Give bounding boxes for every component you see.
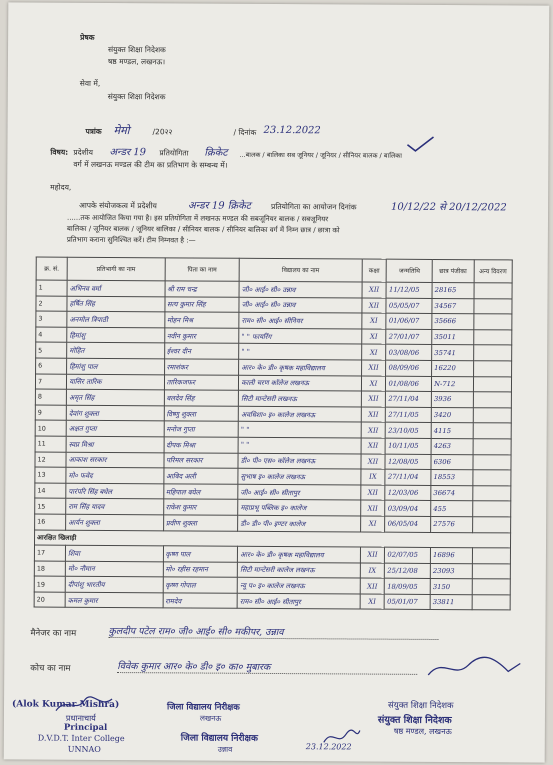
cell-name: दीपांशु भारतीय (65, 576, 163, 592)
cell-dob: 08/09/06 (386, 360, 432, 376)
cell-other (473, 298, 512, 314)
cell-other (472, 595, 511, 611)
subject-text-b: प्रतियोगिता (159, 148, 189, 158)
principal-hindi: प्रधानाचार्य (65, 713, 96, 723)
cell-other (472, 470, 511, 486)
college-name: D.V.D.T. Inter College (37, 733, 125, 744)
dio-stamp-1-city: लखनऊ (199, 713, 222, 723)
cell-class: XII (361, 391, 386, 407)
cell-father: मो० रहीस रहमान (163, 561, 238, 577)
header-school: विद्यालय का नाम (239, 258, 361, 282)
cell-register: 16896 (430, 548, 472, 564)
cell-dob: 05/01/07 (385, 594, 431, 610)
cell-other (473, 376, 512, 392)
cell-dob: 06/05/04 (385, 516, 431, 532)
cell-class: XII (362, 298, 387, 314)
manager-value: कुलदीप पटेल राम० जी० आई० सी० मकीपर, उन्नाव (108, 624, 438, 640)
cell-other (473, 423, 512, 439)
cell-sno: 16 (35, 514, 66, 530)
cell-father: मनोज गुप्ता (164, 421, 239, 437)
cell-class: XII (361, 360, 386, 376)
cell-name: देवांग शुक्ला (66, 405, 164, 421)
cell-other (473, 407, 512, 423)
cell-dob: 03/08/06 (386, 345, 432, 361)
cell-class: XII (360, 578, 385, 594)
letter-page (4, 2, 550, 762)
cell-name: यासिर तारिक (67, 374, 165, 390)
signature-scribble-3 (54, 693, 114, 717)
cell-register: 28165 (432, 282, 474, 298)
cell-register: 4115 (431, 423, 473, 439)
cell-dob: 01/06/07 (386, 313, 432, 329)
cell-other (472, 501, 511, 517)
cell-school: आर० के० डी० कृषक महाविद्यालय (238, 546, 360, 562)
coach-label: कोच का नाम (30, 663, 71, 674)
jde-stamp-3: षष्ठ मण्डल, लखनऊ (393, 726, 452, 737)
cell-dob: 27/11/04 (386, 391, 432, 407)
cell-sno: 14 (35, 483, 66, 499)
cell-school: " " (238, 422, 360, 438)
cell-register: 455 (431, 501, 473, 517)
cell-father: विष्णु शुक्ला (164, 406, 239, 422)
header-participant: प्रतिभागी का नाम (67, 257, 165, 281)
cell-dob: 03/09/04 (385, 500, 431, 516)
cell-school: महाप्रभू पब्लिक इ० कालेज (238, 500, 360, 516)
cell-father: कृष्ण गोपाल (163, 577, 238, 593)
cell-name: आर्यन शुक्ला (66, 514, 164, 530)
cell-class: XII (360, 485, 385, 501)
cell-father: नवीन कुमार (164, 328, 239, 344)
cell-dob: 25/12/08 (385, 563, 431, 579)
cell-other (473, 345, 512, 361)
cell-class: XII (360, 500, 385, 516)
cell-other (473, 454, 512, 470)
cell-school: डी० पी० एस० कॉलेज लखनऊ (238, 453, 360, 469)
jde-stamp-1: संयुक्त शिक्षा निदेशक (387, 700, 454, 712)
cell-sno: 8 (35, 389, 66, 405)
dio-stamp-2-city: उन्नाव (217, 744, 233, 754)
cell-dob: 10/11/05 (386, 438, 432, 454)
cell-register: 36674 (431, 485, 473, 501)
cell-class: XII (362, 282, 387, 298)
cell-dob: 12/03/06 (385, 485, 431, 501)
cell-register: 35011 (432, 329, 474, 345)
cell-register: 3936 (431, 392, 473, 408)
cell-school: आर० के० डी० कृषक महाविद्यालय (239, 359, 361, 375)
cell-class: XII (361, 407, 386, 423)
cell-other (473, 361, 512, 377)
cell-name: मो० नौमान (65, 561, 163, 577)
cell-sno: 15 (35, 498, 66, 514)
cell-school: डी० डी० पी० इण्टर कालेज (238, 515, 360, 531)
cell-name: स्वप्न मिश्रा (66, 436, 164, 452)
signature-scribble-2 (322, 726, 362, 748)
subject-label: विषय: (50, 147, 69, 157)
cell-sno: 20 (34, 592, 65, 608)
cell-school: जी० आई० सी० उन्नाव (239, 281, 361, 297)
header-class: कक्षा (362, 259, 387, 282)
cell-name: राम सिंह यादव (66, 499, 164, 515)
body-line3: बालिका / जूनियर बालक / जूनियर बालिका / सीनियर बालक / सीनियर बालिका वर्ग में निम्न छात्र / छात्रा को (66, 224, 340, 235)
cell-class: IX (360, 469, 385, 485)
recipient-label: सेवा में, (79, 78, 101, 88)
cell-father: मोहन मिश्र (164, 312, 239, 328)
cell-name: अक्षत गुप्ता (66, 421, 164, 437)
cell-sno: 11 (35, 436, 66, 452)
cell-register: 6306 (431, 454, 473, 470)
cell-other (472, 548, 511, 564)
cell-name: मोहित (67, 343, 165, 359)
cell-class: XII (361, 454, 386, 470)
signature-scribble-1 (424, 653, 524, 684)
cell-school: जी० आई० सी० उन्नाव (239, 297, 361, 313)
cell-name: कमल कुमार (65, 592, 163, 608)
cell-register: 4263 (431, 438, 473, 454)
header-sno: क्र. सं. (36, 257, 67, 280)
cell-father: ईश्वर दीन (164, 343, 239, 359)
cell-father: तारिकजफर (164, 374, 239, 390)
body-line4: प्रतिभाग कराना सुनिश्चित करें। टीम निम्नवत है :— (66, 235, 196, 245)
cell-father: आबिद अली (163, 468, 238, 484)
cell-class: IX (360, 563, 385, 579)
cell-sno: 13 (35, 467, 66, 483)
cell-father: दीपक मिश्रा (164, 437, 239, 453)
cell-dob: 27/11/05 (386, 407, 432, 423)
cell-register: 27576 (431, 516, 473, 532)
cell-dob: 11/12/05 (386, 282, 432, 298)
sender-line2: षष्ठ मण्डल, लखनऊ। (107, 56, 166, 67)
cell-register: N-712 (432, 376, 474, 392)
cell-class: XI (361, 344, 386, 360)
cell-dob: 12/08/05 (385, 454, 431, 470)
cell-dob: 18/09/05 (385, 578, 431, 594)
cell-father: बलदेव सिंह (164, 390, 239, 406)
cell-sno: 17 (34, 545, 65, 561)
principal-title: Principal (63, 722, 108, 733)
cell-register: 35666 (432, 314, 474, 330)
cell-class: XII (361, 422, 386, 438)
cell-sno: 12 (35, 452, 66, 468)
cell-name: अनमोल त्रिपाठी (67, 311, 165, 327)
cell-class: XII (360, 547, 385, 563)
subject-hw-category: अन्डर 19 (109, 146, 147, 159)
cell-name: पारंपरि सिंह बघेल (66, 483, 164, 499)
cell-school: अवधिशा० इ० कालेज लखनऊ (238, 406, 360, 422)
cell-school: " " (238, 437, 360, 453)
cell-dob: 02/07/05 (385, 547, 431, 563)
cell-class: XII (361, 438, 386, 454)
subject-text-a: प्रदेशीय (73, 147, 94, 157)
date-label: / दिनांक (233, 127, 257, 137)
header-dob: जन्मतिथि (387, 259, 433, 282)
cell-other (473, 439, 512, 455)
principal-name: (Alok Kumar Mishra) (11, 699, 120, 711)
cell-register: 16220 (432, 360, 474, 376)
cell-sno: 1 (36, 280, 67, 296)
dio-stamp-1: जिला विद्यालय निरीक्षक (166, 702, 240, 713)
header-father: पिता का नाम (165, 258, 240, 281)
cell-father: रामदेव (163, 593, 238, 609)
reserve-row (34, 592, 510, 611)
sender-label: प्रेषक (80, 32, 95, 42)
cell-sno: 3 (36, 311, 67, 327)
cell-school: न्यू प० इ० कालेज लखनऊ (237, 578, 359, 594)
cell-register: 23093 (430, 563, 472, 579)
cell-father: कृष्ण पाल (163, 546, 238, 562)
cell-class: XI (360, 594, 385, 610)
subject-line2: वर्ग में लखनऊ मण्डल की टीम का प्रतिभाग के सम्बन्ध में। (73, 159, 228, 170)
cell-sno: 10 (35, 420, 66, 436)
cell-name: आकाश सरकार (66, 452, 164, 468)
patrank-value: मेमो (113, 123, 130, 138)
cell-father: प्रवीण शुक्ला (163, 515, 238, 531)
cell-register: 35741 (432, 345, 474, 361)
cell-other (472, 517, 511, 533)
cell-school: राम० सी० आई० सीनियर (239, 312, 361, 328)
cell-dob: 27/01/07 (386, 329, 432, 345)
cell-register: 33811 (430, 594, 472, 610)
cell-register: 3150 (430, 579, 472, 595)
table-header-row (36, 257, 512, 283)
cell-sno: 4 (36, 327, 67, 343)
salutation: महोदय, (50, 182, 72, 192)
body-hw-dates: 10/12/22 से 20/12/2022 (391, 201, 507, 214)
header-other: अन्य विवरण (474, 260, 513, 283)
sender-line1: संयुक्त शिक्षा निदेशक (108, 44, 166, 55)
cell-name: अभिनव वर्मा (67, 280, 165, 296)
cell-other (472, 563, 511, 579)
body-text-1a: आपके संयोजकत्व में प्रदेशीय (79, 200, 157, 211)
subject-hw-sport: क्रिकेट (204, 147, 228, 159)
cell-father: परिमल सरकार (164, 452, 239, 468)
year-label: /20२२ (152, 127, 173, 137)
patrank-label: पत्रांक (85, 126, 102, 136)
cell-school: सिटी मान्टेसरी लखनऊ (239, 390, 361, 406)
cell-sno: 9 (35, 405, 66, 421)
cell-father: श्री राम चन्द्र (165, 281, 240, 297)
cell-name: हर्षित सिंह (67, 296, 165, 312)
manager-label: मैनेजर का नाम (30, 628, 77, 639)
recipient-line1: संयुक्त शिक्षा निदेशक (107, 91, 166, 102)
sign-date: 23.12.2022 (305, 742, 352, 752)
cell-other (473, 329, 512, 345)
cell-name: शिवा (66, 545, 164, 561)
cell-school: " " फायरिंग (239, 328, 361, 344)
cell-school: सिटी मान्टेसरी कालेज लखनऊ (238, 562, 360, 578)
cell-register: 18553 (431, 470, 473, 486)
cell-school: " " (239, 344, 361, 360)
cell-school: सुभाष इ० कालेज लखनऊ (238, 468, 360, 484)
cell-dob: 01/08/06 (386, 376, 432, 392)
cell-class: XI (360, 516, 385, 532)
cell-sno: 6 (36, 358, 67, 374)
cell-name: हिमांशु पाल (67, 358, 165, 374)
cell-name: हिमांशु (67, 327, 165, 343)
cell-sno: 7 (35, 374, 66, 390)
cell-name: मो० फवेद (66, 467, 164, 483)
cell-school: काली चरण कॉलेज लखनऊ (239, 375, 361, 391)
cell-other (473, 314, 512, 330)
college-city: UNNAO (67, 744, 101, 754)
cell-class: XI (361, 376, 386, 392)
cell-sno: 19 (34, 576, 65, 592)
cell-father: सत्य कुमार सिंह (165, 296, 240, 312)
jde-stamp-2: संयुक्त शिक्षा निदेशक (377, 714, 452, 727)
cell-other (474, 283, 513, 299)
body-line2: ......तक आयोजित किया गया है। इस प्रतियोगिता में लखनऊ मण्डल की सबजूनियर बालक / सबजूनियर (66, 213, 329, 224)
cell-dob: 27/11/04 (385, 469, 431, 485)
cell-register: 34567 (432, 298, 474, 314)
coach-value: विवेक कुमार आर० के० डी० इ० का० मुबारक (117, 659, 417, 675)
cell-father: महिपाल बघेल (163, 484, 238, 500)
cell-sno: 2 (36, 296, 67, 312)
cell-other (473, 392, 512, 408)
cell-father: राकेश कुमार (163, 499, 238, 515)
cell-other (472, 579, 511, 595)
cell-register: 3420 (431, 407, 473, 423)
date-value: 23.12.2022 (263, 124, 321, 137)
cell-school: राम० सी० आई० सीतापुर (237, 593, 359, 609)
subject-text-c: ...बालक / बालिका सब जूनियर / जूनियर / सीनियर बालक / बालिका (239, 150, 403, 160)
tick-mark-icon (405, 135, 435, 153)
cell-class: XI (361, 329, 386, 345)
cell-sno: 18 (34, 561, 65, 577)
team-table (34, 257, 513, 611)
cell-other (472, 485, 511, 501)
header-register: छात्र पंजीका (432, 259, 474, 282)
cell-father: रमाशंकर (164, 359, 239, 375)
cell-class: XI (361, 313, 386, 329)
cell-school: जी० आई० सी० सीतापुर (238, 484, 360, 500)
reserve-label: आरक्षित खिलाड़ी (35, 530, 511, 549)
dio-stamp-2: जिला विद्यालय निरीक्षक (180, 733, 258, 744)
body-text-1b: प्रतियोगिता का आयोजन दिनांक (271, 201, 357, 212)
cell-name: अमृत सिंह (66, 389, 164, 405)
body-hw-event: अन्डर 19 क्रिकेट (188, 200, 251, 212)
cell-dob: 05/05/07 (386, 298, 432, 314)
cell-sno: 5 (36, 342, 67, 358)
cell-dob: 23/10/05 (386, 423, 432, 439)
